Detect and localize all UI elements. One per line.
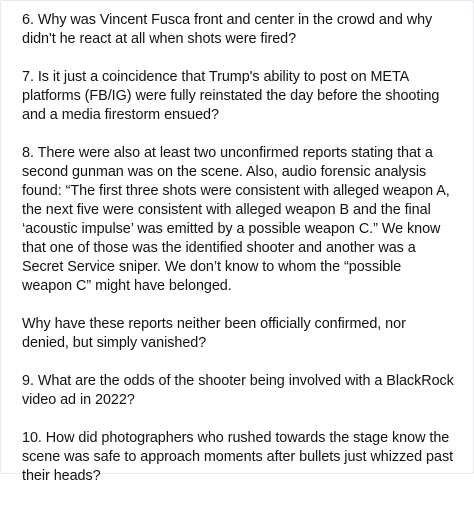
question-10: 10. How did photographers who rushed towards the stage know the scene was safe to approach moments after bullets just whizzed past their heads?: [22, 430, 454, 484]
question-8: 8. There were also at least two unconfirmed reports stating that a second gunman was on the scene. Also, audio forensic analysis found: “The first three shots were consistent with alleged weapon A, the next five were consistent with alleged weapon B and the final ‘acoustic impulse’ was emitted by a possible weapon C.” We know that one of those was the identified shooter and another was a Secret Service sniper. We don’t know to whom the “possible weapon C” might have belonged.: [22, 145, 450, 294]
question-8-followup: Why have these reports neither been officially confirmed, nor denied, but simply vanished?: [22, 316, 406, 351]
question-6: 6. Why was Vincent Fusca front and center in the crowd and why didn't he react at all when shots were fired?: [22, 12, 433, 47]
question-9: 9. What are the odds of the shooter being involved with a BlackRock video ad in 2022?: [22, 373, 454, 408]
post-text: [22, 11, 454, 505]
question-7: 7. Is it just a coincidence that Trump's ability to post on META platforms (FB/IG) were fully reinstated the day before the shooting and a media firestorm ensued?: [22, 69, 440, 123]
